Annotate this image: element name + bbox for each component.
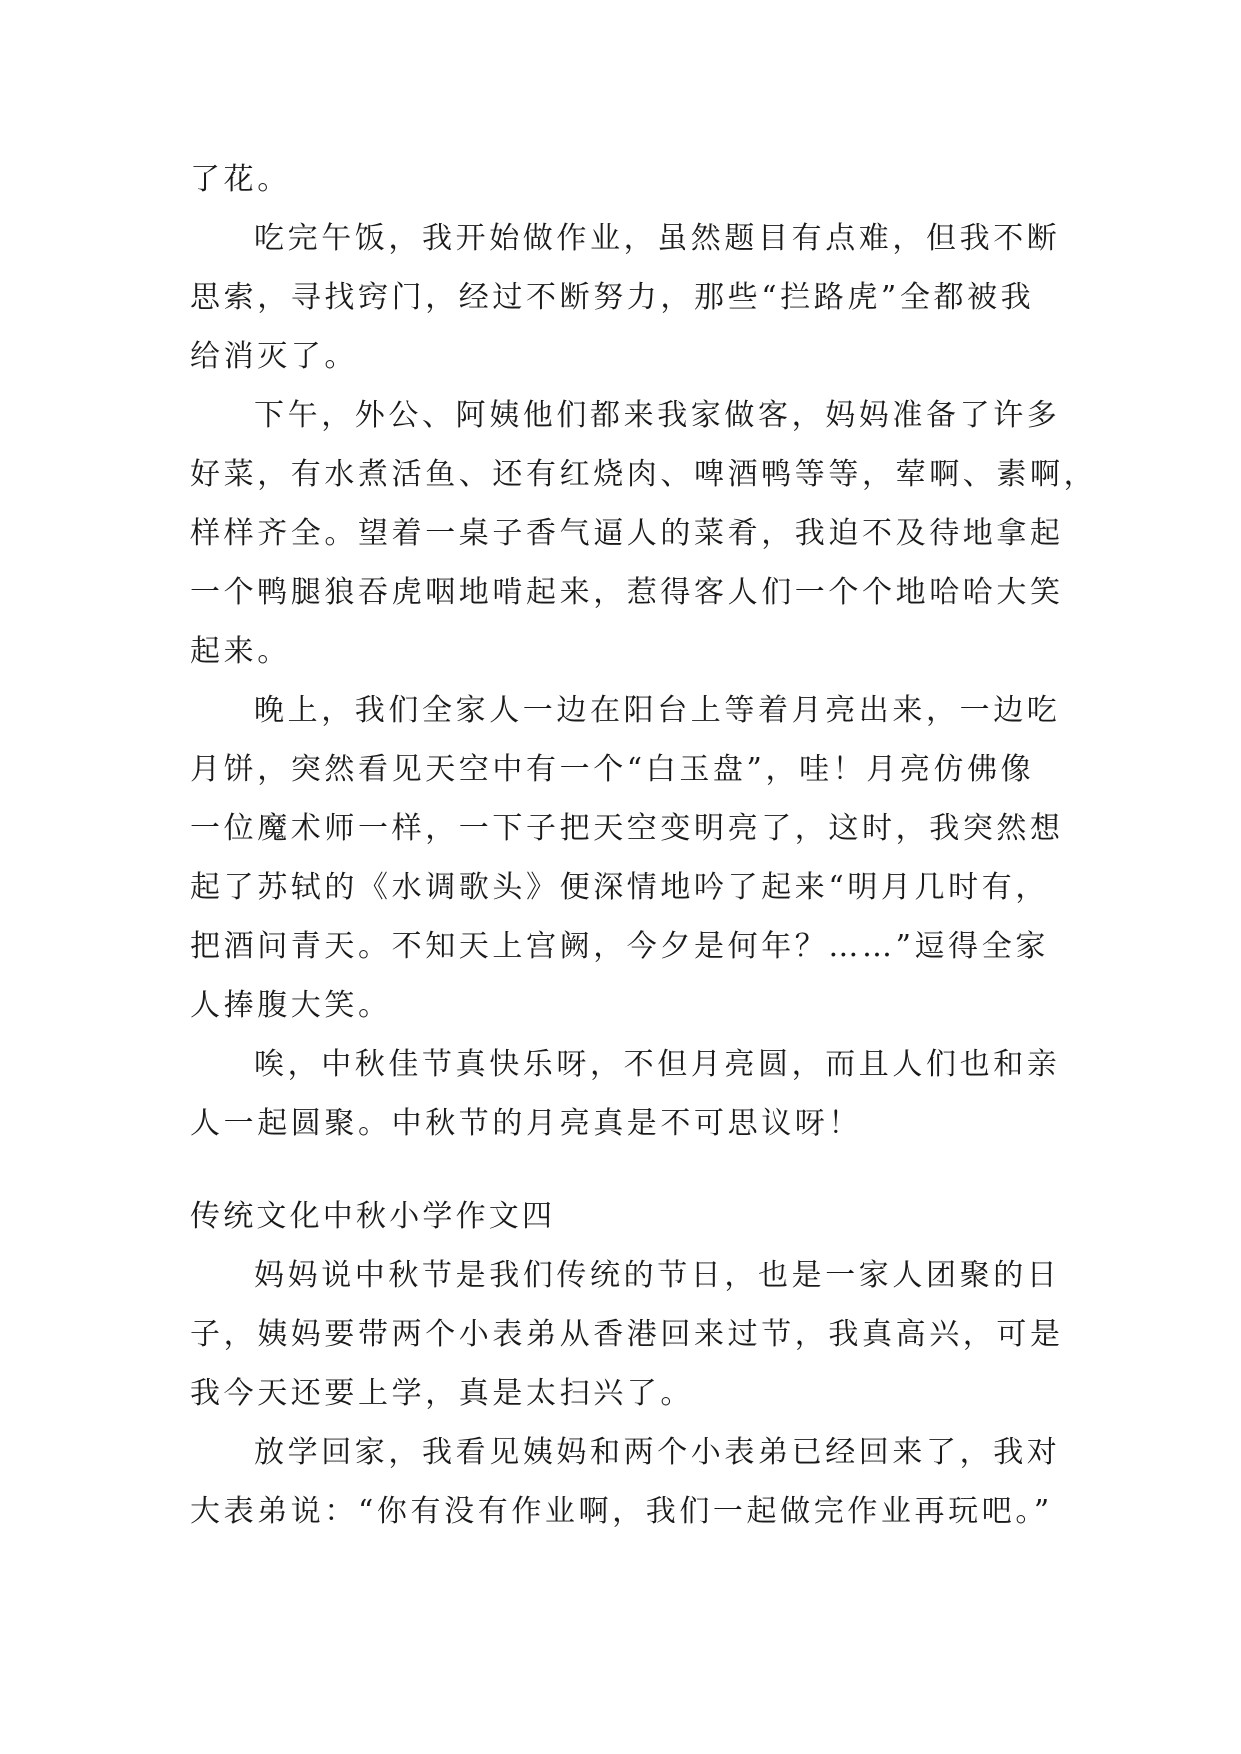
text-line: 好菜，有水煮活鱼、还有红烧肉、啤酒鸭等等，荤啊、素啊， [190,457,1098,492]
text-line: 样样齐全。望着一桌子香气逼人的菜肴，我迫不及待地拿起 [190,516,1064,551]
text-line: 起来。 [190,634,291,669]
text-line: 月饼，突然看见天空中有一个“白玉盘”，哇！月亮仿佛像 [190,752,1035,787]
section-heading-block [190,1187,1050,1246]
text-line: 我今天还要上学，真是太扫兴了。 [190,1376,694,1411]
paragraph-lunch-start: 吃完午饭，我开始做作业，虽然题目有点难，但我不断 [254,221,1061,256]
paragraph-conclusion-start: 唉，中秋佳节真快乐呀，不但月亮圆，而且人们也和亲 [254,1047,1061,1082]
text-line: 大表弟说：“你有没有作业啊，我们一起做完作业再玩吧。” [190,1494,1053,1529]
text-line: 把酒问青天。不知天上宫阙，今夕是何年？……”逗得全家 [190,929,1049,964]
text-line: 一位魔术师一样，一下子把天空变明亮了，这时，我突然想 [190,811,1064,846]
paragraph-festival-start: 妈妈说中秋节是我们传统的节日，也是一家人团聚的日 [254,1258,1061,1293]
paragraph-evening-start: 晚上，我们全家人一边在阳台上等着月亮出来，一边吃 [254,693,1061,728]
text-line: 思索，寻找窍门，经过不断努力，那些“拦路虎”全都被我 [190,280,1035,315]
text-line: 人一起圆聚。中秋节的月亮真是不可思议呀！ [190,1106,862,1141]
text-line: 给消灭了。 [190,339,358,374]
text-line: 起了苏轼的《水调歌头》便深情地吟了起来“明月几时有， [190,870,1049,905]
section-title: 传统文化中秋小学作文四 [190,1199,556,1234]
text-line: 一个鸭腿狼吞虎咽地啃起来，惹得客人们一个个地哈哈大笑 [190,575,1064,610]
essay-four-body [190,1246,1064,1541]
paragraph-afternoon-start: 下午，外公、阿姨他们都来我家做客，妈妈准备了许多 [254,398,1061,433]
text-line: 人捧腹大笑。 [190,988,392,1023]
paragraph-after-school-start: 放学回家，我看见姨妈和两个小表弟已经回来了，我对 [254,1435,1061,1470]
text-line: 了花。 [190,162,291,197]
text-line: 子，姨妈要带两个小表弟从香港回来过节，我真高兴，可是 [190,1317,1064,1352]
essay-three-continuation [190,150,1098,1153]
